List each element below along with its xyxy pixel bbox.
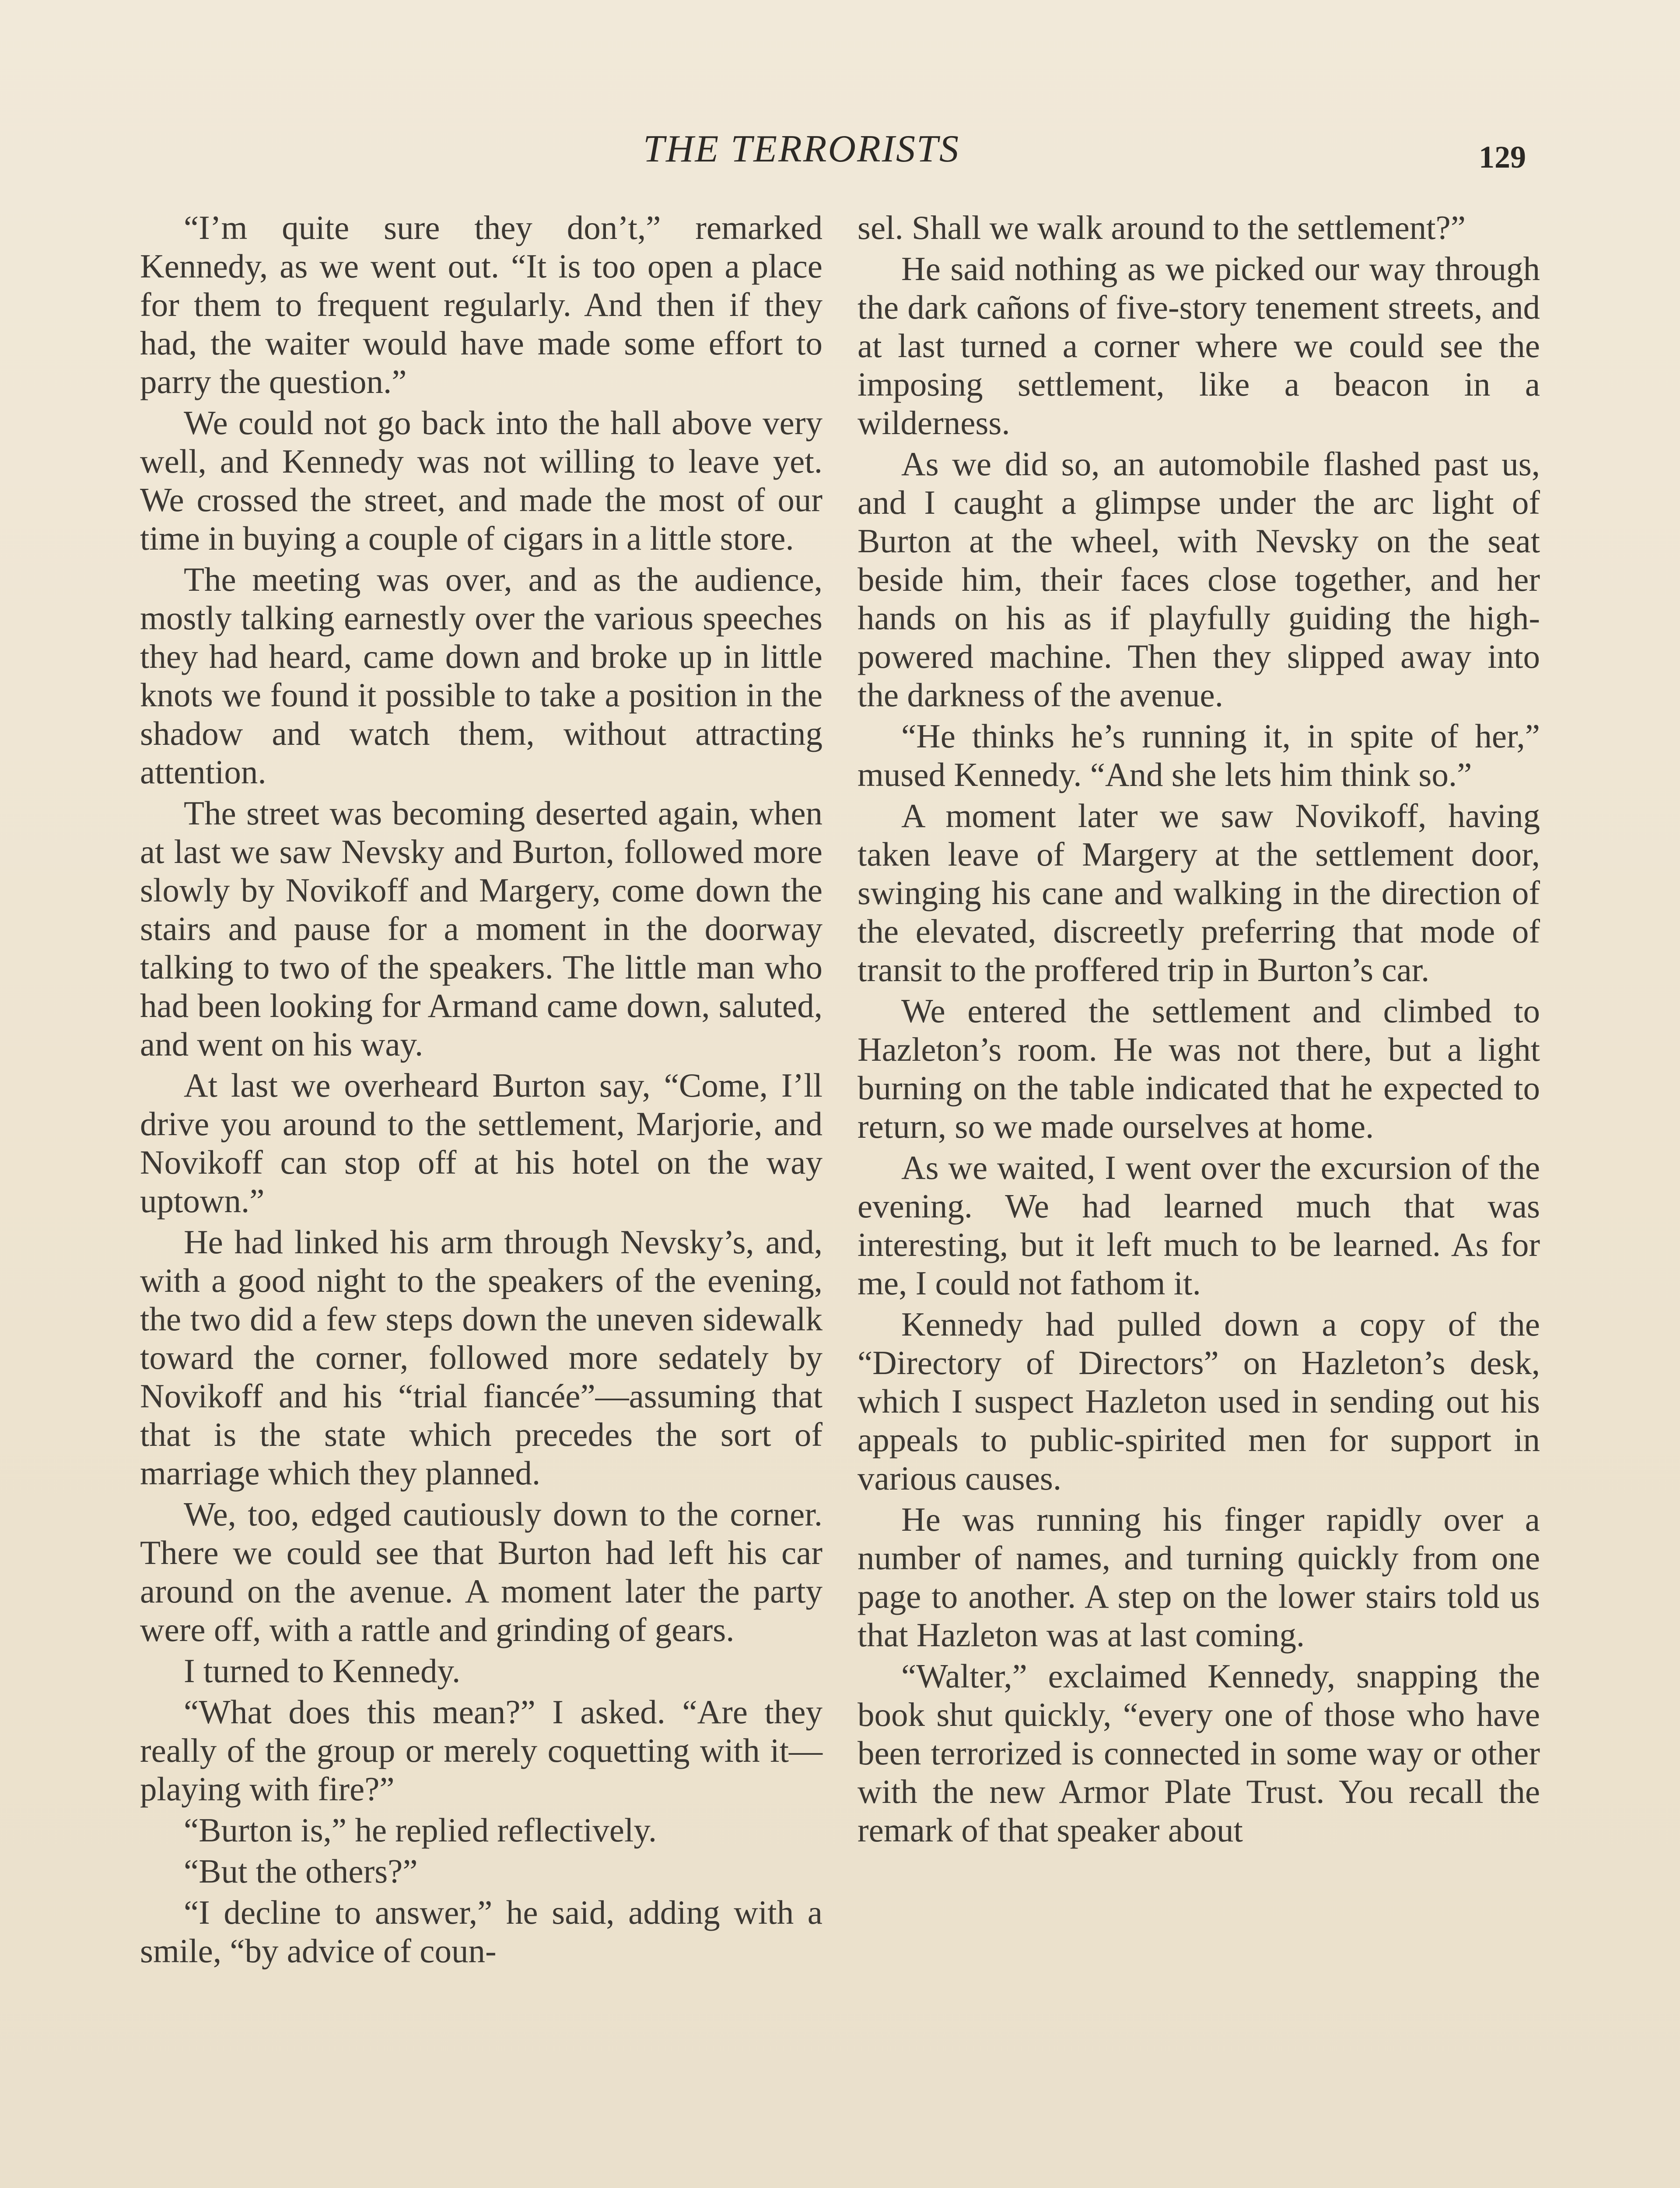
left-column-paragraph: We could not go back into the hall above very well, and Kennedy was not willing to leave yet. We crossed the street, and made the most of our time in buying a couple of cigars in a little store. — [140, 404, 822, 557]
left-column — [140, 208, 822, 1973]
right-column-paragraph: He was running his finger rapidly over a number of names, and turning quickly from one page to another. A step on the lower stairs told us that Hazleton was at last coming. — [858, 1501, 1540, 1654]
left-column-paragraph: The meeting was over, and as the audience, mostly talking earnestly over the various speeches they had heard, came down and broke up in little knots we found it possible to take a position in the shadow and watch them, without attracting attention. — [140, 561, 822, 791]
right-column — [858, 208, 1540, 1852]
right-column-paragraph: As we waited, I went over the excursion of the evening. We had learned much that was interesting, but it left much to be learned. As for me, I could not fathom it. — [858, 1149, 1540, 1302]
right-column-paragraph: “He thinks he’s running it, in spite of her,” mused Kennedy. “And she lets him think so.” — [858, 717, 1540, 793]
right-column-paragraph: He said nothing as we picked our way through the dark cañons of five-story tenement streets, and at last turned a corner where we could see the imposing settlement, like a beacon in a wilderness. — [858, 250, 1540, 442]
right-column-paragraph: We entered the settlement and climbed to Hazleton’s room. He was not there, but a light burning on the table indicated that he expected to return, so we made ourselves at home. — [858, 992, 1540, 1145]
left-column-paragraph: “Burton is,” he replied reflectively. — [184, 1811, 657, 1849]
left-column-paragraph: “I’m quite sure they don’t,” remarked Kennedy, as we went out. “It is too open a place for them to frequent regularly. And then if they had, the waiter would have made some effort to parry the question.” — [140, 209, 822, 400]
right-column-paragraph: sel. Shall we walk around to the settlement?” — [858, 209, 1466, 246]
left-column-paragraph: We, too, edged cautiously down to the corner. There we could see that Burton had left his car around on the avenue. A moment later the party were off, with a rattle and grinding of gears. — [140, 1495, 822, 1648]
left-column-paragraph: The street was becoming deserted again, when at last we saw Nevsky and Burton, followed more slowly by Novikoff and Margery, come down the stairs and pause for a moment in the doorway talking to two of the speakers. The little man who had been looking for Armand came down, saluted, and went on his way. — [140, 794, 822, 1063]
right-column-paragraph: As we did so, an automobile flashed past us, and I caught a glimpse under the arc light of Burton at the wheel, with Nevsky on the seat beside him, their faces close together, and her hands on his as if playfully guiding the high-powered machine. Then they slipped away into the darkness of the avenue. — [858, 445, 1540, 714]
page-number: 129 — [1479, 140, 1526, 175]
left-column-paragraph: He had linked his arm through Nevsky’s, and, with a good night to the speakers of the evening, the two did a few steps down the uneven sidewalk toward the corner, followed more sedately by Novikoff and his “trial fiancée”—assuming that that is the state which precedes the sort of marriage which they planned. — [140, 1223, 822, 1492]
right-column-paragraph: Kennedy had pulled down a copy of the “Directory of Directors” on Hazleton’s desk, which I suspect Hazleton used in sending out his appeals to public-spirited men for support in various causes. — [858, 1305, 1540, 1497]
left-column-paragraph: “I decline to answer,” he said, adding with a smile, “by advice of coun- — [140, 1893, 822, 1970]
right-column-paragraph: A moment later we saw Novikoff, having taken leave of Margery at the settlement door, swinging his cane and walking in the direction of the elevated, discreetly preferring that mode of transit to the proffered trip in Burton’s car. — [858, 797, 1540, 989]
running-head: THE TERRORISTS — [643, 128, 960, 170]
left-column-paragraph: At last we overheard Burton say, “Come, I’ll drive you around to the settlement, Marjorie, and Novikoff can stop off at his hotel on the way uptown.” — [140, 1066, 822, 1220]
left-column-paragraph: I turned to Kennedy. — [184, 1652, 461, 1690]
left-column-paragraph: “But the others?” — [184, 1852, 418, 1890]
left-column-paragraph: “What does this mean?” I asked. “Are they really of the group or merely coquetting with it—playing with fire?” — [140, 1693, 822, 1808]
right-column-paragraph: “Walter,” exclaimed Kennedy, snapping the book shut quickly, “every one of those who have been terrorized is connected in some way or other with the new Armor Plate Trust. You recall the remark of that speaker about — [858, 1657, 1540, 1849]
